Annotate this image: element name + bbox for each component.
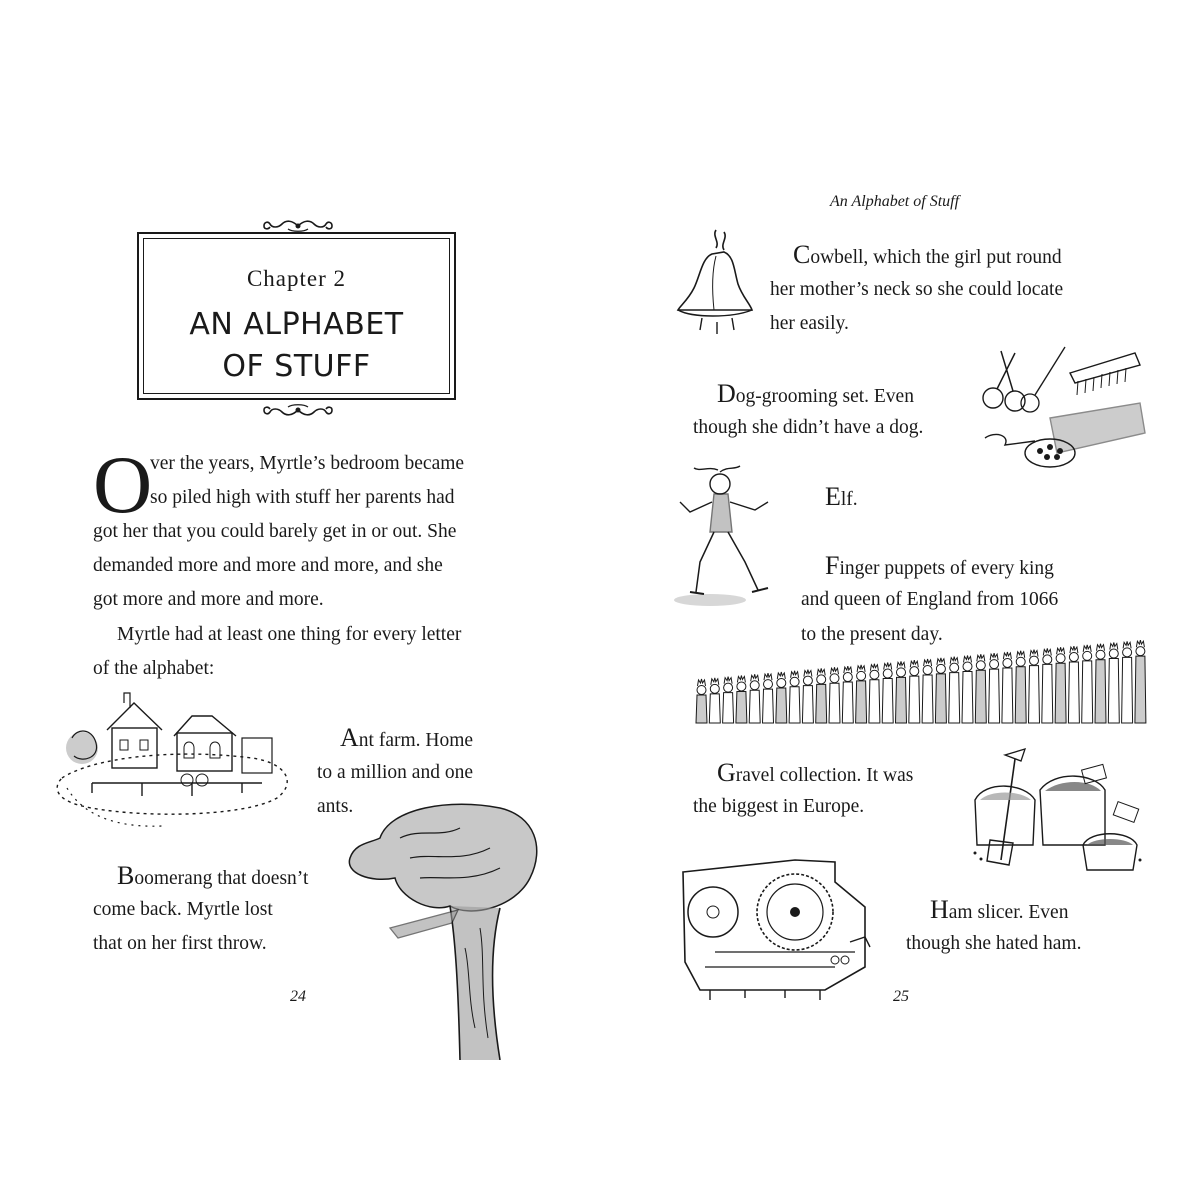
entry-a-line-2: to a million and one [317,762,473,783]
puppet-figure [802,670,813,723]
entry-c-line-3: her easily. [770,313,849,334]
tree-boomerang-illustration [340,798,550,1060]
puppet-figure [763,673,774,723]
puppet-figure [1015,651,1026,723]
entry-g-cap: G [717,758,736,787]
finger-puppets-illustration [690,633,1150,728]
running-head: An Alphabet of Stuff [830,193,960,210]
puppet-figure [1082,645,1093,723]
para2-line-1: Myrtle had at least one thing for every letter [117,624,462,645]
entry-h-line-1 [930,893,1068,931]
puppet-figure [829,667,840,723]
entry-e-line-1 [825,480,858,518]
entry-d-text-1: og-grooming set. Even [735,386,914,407]
entry-b-line-3: that on her first throw. [93,933,267,954]
puppet-figure [962,655,973,723]
right-page-number: 25 [893,988,909,1005]
entry-a-cap: A [340,723,359,752]
puppet-figure [1068,646,1079,723]
puppet-figure [696,679,707,723]
para2-line-2: of the alphabet: [93,658,215,679]
chapter-label: Chapter 2 [246,266,347,291]
puppet-figure [842,666,853,723]
chapter-title [139,304,454,388]
entry-h-line-2: though she hated ham. [906,933,1082,954]
entry-h-text-1: am slicer. Even [948,902,1069,923]
puppet-figure [949,657,960,723]
puppet-figure [909,660,920,723]
puppet-figure [1055,647,1066,723]
puppet-figure [1042,648,1053,723]
entry-c-cap: C [793,240,811,269]
entry-c-line-2: her mother’s neck so she could locate [770,279,1064,300]
entry-f-line-3: to the present day. [801,624,943,645]
puppet-figure [989,653,1000,723]
dog-grooming-set-illustration [975,343,1150,483]
entry-f-cap: F [825,551,840,580]
entry-g-text-1: ravel collection. It was [735,765,914,786]
entry-c-line-1 [793,238,1062,276]
chapter-title-line2: OF STUFF [222,349,371,384]
puppet-figure [935,658,946,723]
cowbell-illustration [672,226,762,338]
intro-line-3: got her that you could barely get in or out. She [93,521,457,542]
intro-line-4: demanded more and more and more, and she [93,555,443,576]
entry-b-line-2: come back. Myrtle lost [93,899,273,920]
puppet-figure [749,674,760,723]
puppet-figure [709,678,720,723]
entry-d-line-2: though she didn’t have a dog. [693,417,924,438]
puppet-figure [789,671,800,723]
puppet-figure [922,659,933,723]
puppet-figure [1029,650,1040,723]
puppet-figure [1108,643,1119,723]
entry-d-cap: D [717,379,736,408]
puppet-figure [816,668,827,723]
entry-a-text-1: nt farm. Home [358,730,474,751]
entry-b-line-1 [117,859,308,897]
entry-g-line-1 [717,756,913,794]
entry-f-text-1: inger puppets of every king [839,558,1054,579]
entry-a-line-1 [340,721,473,759]
bottom-ornament [258,402,338,418]
entry-b-text-1: oomerang that doesn’t [134,868,309,889]
intro-line-2: so piled high with stuff her parents had [150,487,455,508]
chapter-title-line1: AN ALPHABET [189,307,404,342]
chapter-heading-box [137,232,456,400]
puppet-figure [723,677,734,723]
entry-e-cap: E [825,482,841,511]
puppet-figure [896,661,907,723]
entry-h-cap: H [930,895,949,924]
puppet-figure [1122,641,1133,723]
ant-farm-illustration [52,688,302,833]
puppet-figure [882,663,893,723]
entry-f-line-2: and queen of England from 1066 [801,589,1059,610]
puppet-figure [776,672,787,723]
puppet-figure [1095,644,1106,723]
puppet-figure [869,664,880,723]
puppet-figure [1135,640,1146,723]
entry-f-line-1 [825,549,1054,587]
ham-slicer-illustration [675,852,875,1002]
drop-cap: O [93,439,153,530]
puppet-figure [736,675,747,723]
entry-b-cap: B [117,861,135,890]
puppet-figure [975,654,986,723]
entry-a-line-3: ants. [317,796,354,817]
entry-d-line-1 [717,377,914,415]
left-page-number: 24 [290,988,306,1005]
puppet-figure [856,665,867,723]
puppet-figure [1002,652,1013,723]
gravel-collection-illustration [965,745,1150,875]
entry-e-text-1: lf. [840,489,858,510]
entry-g-line-2: the biggest in Europe. [693,796,865,817]
entry-c-text-1: owbell, which the girl put round [810,247,1062,268]
intro-line-1: ver the years, Myrtle’s bedroom became [150,453,465,474]
elf-illustration [670,462,790,610]
intro-line-5: got more and more and more. [93,589,324,610]
